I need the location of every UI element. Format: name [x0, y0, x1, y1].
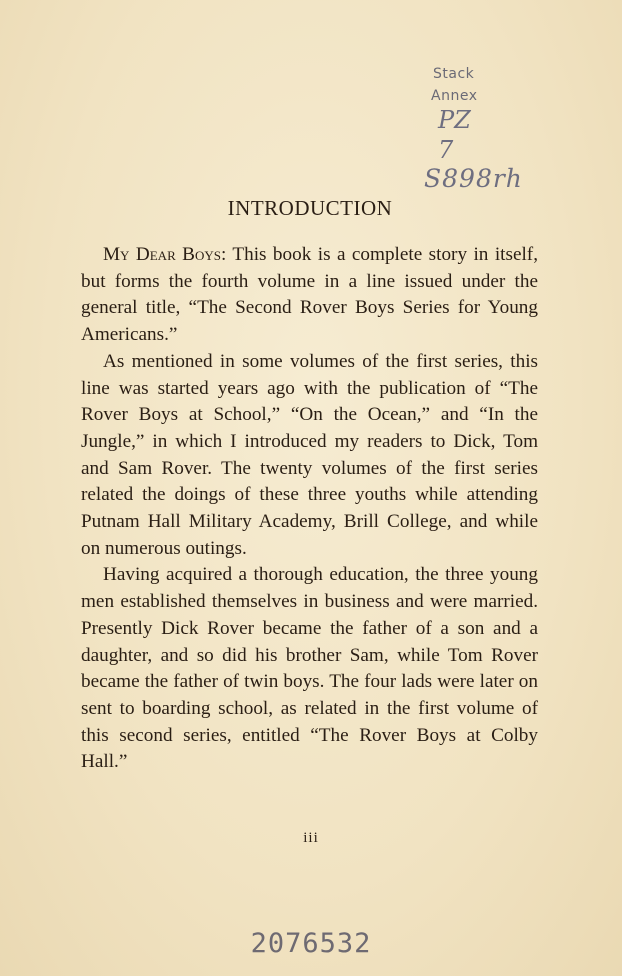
paragraph-2: As mentioned in some volumes of the first series, this line was started years ago with the publication of “The Rover Boys at School,” “On the Ocean,” and “In the Jungle,” in which I introduced my readers to Dick, Tom and Sam Rover. The twenty volumes of the first series related the doings of these three youths while attending Putnam Hall Military Academy, Brill College, and while on numerous outings.	[81, 350, 538, 559]
paragraph-1-text: This book is a complete story in itself, but forms the fourth volume in a line issued under the general title, “The Second Rover Boys Series for Young Americans.”	[81, 244, 538, 346]
page-number: iii	[303, 830, 319, 846]
salutation: My Dear Boys:	[103, 244, 227, 265]
chapter-heading	[0, 196, 622, 221]
shelfmark-cutter: S898rh	[424, 164, 523, 193]
body-text	[81, 242, 538, 776]
paragraph-3: Having acquired a thorough education, the three young men established themselves in business and were married. Presently Dick Rover became the father of a son and a daughter, and so did his brother Sam, while Tom Rover became the father of twin boys. The four lads were later on sent to boarding school, as related in the first volume of this second series, entitled “The Rover Boys at Colby Hall.”	[81, 564, 538, 773]
library-stamp-annex: Annex	[431, 88, 478, 104]
library-stamp-stack: Stack	[433, 66, 475, 82]
shelfmark-class: PZ	[438, 106, 471, 134]
heading-text: INTRODUCTION	[227, 196, 393, 220]
paragraph-1	[81, 242, 538, 349]
shelfmark-number: 7	[438, 136, 454, 164]
catalog-number-stamp: 2076532	[250, 928, 372, 959]
